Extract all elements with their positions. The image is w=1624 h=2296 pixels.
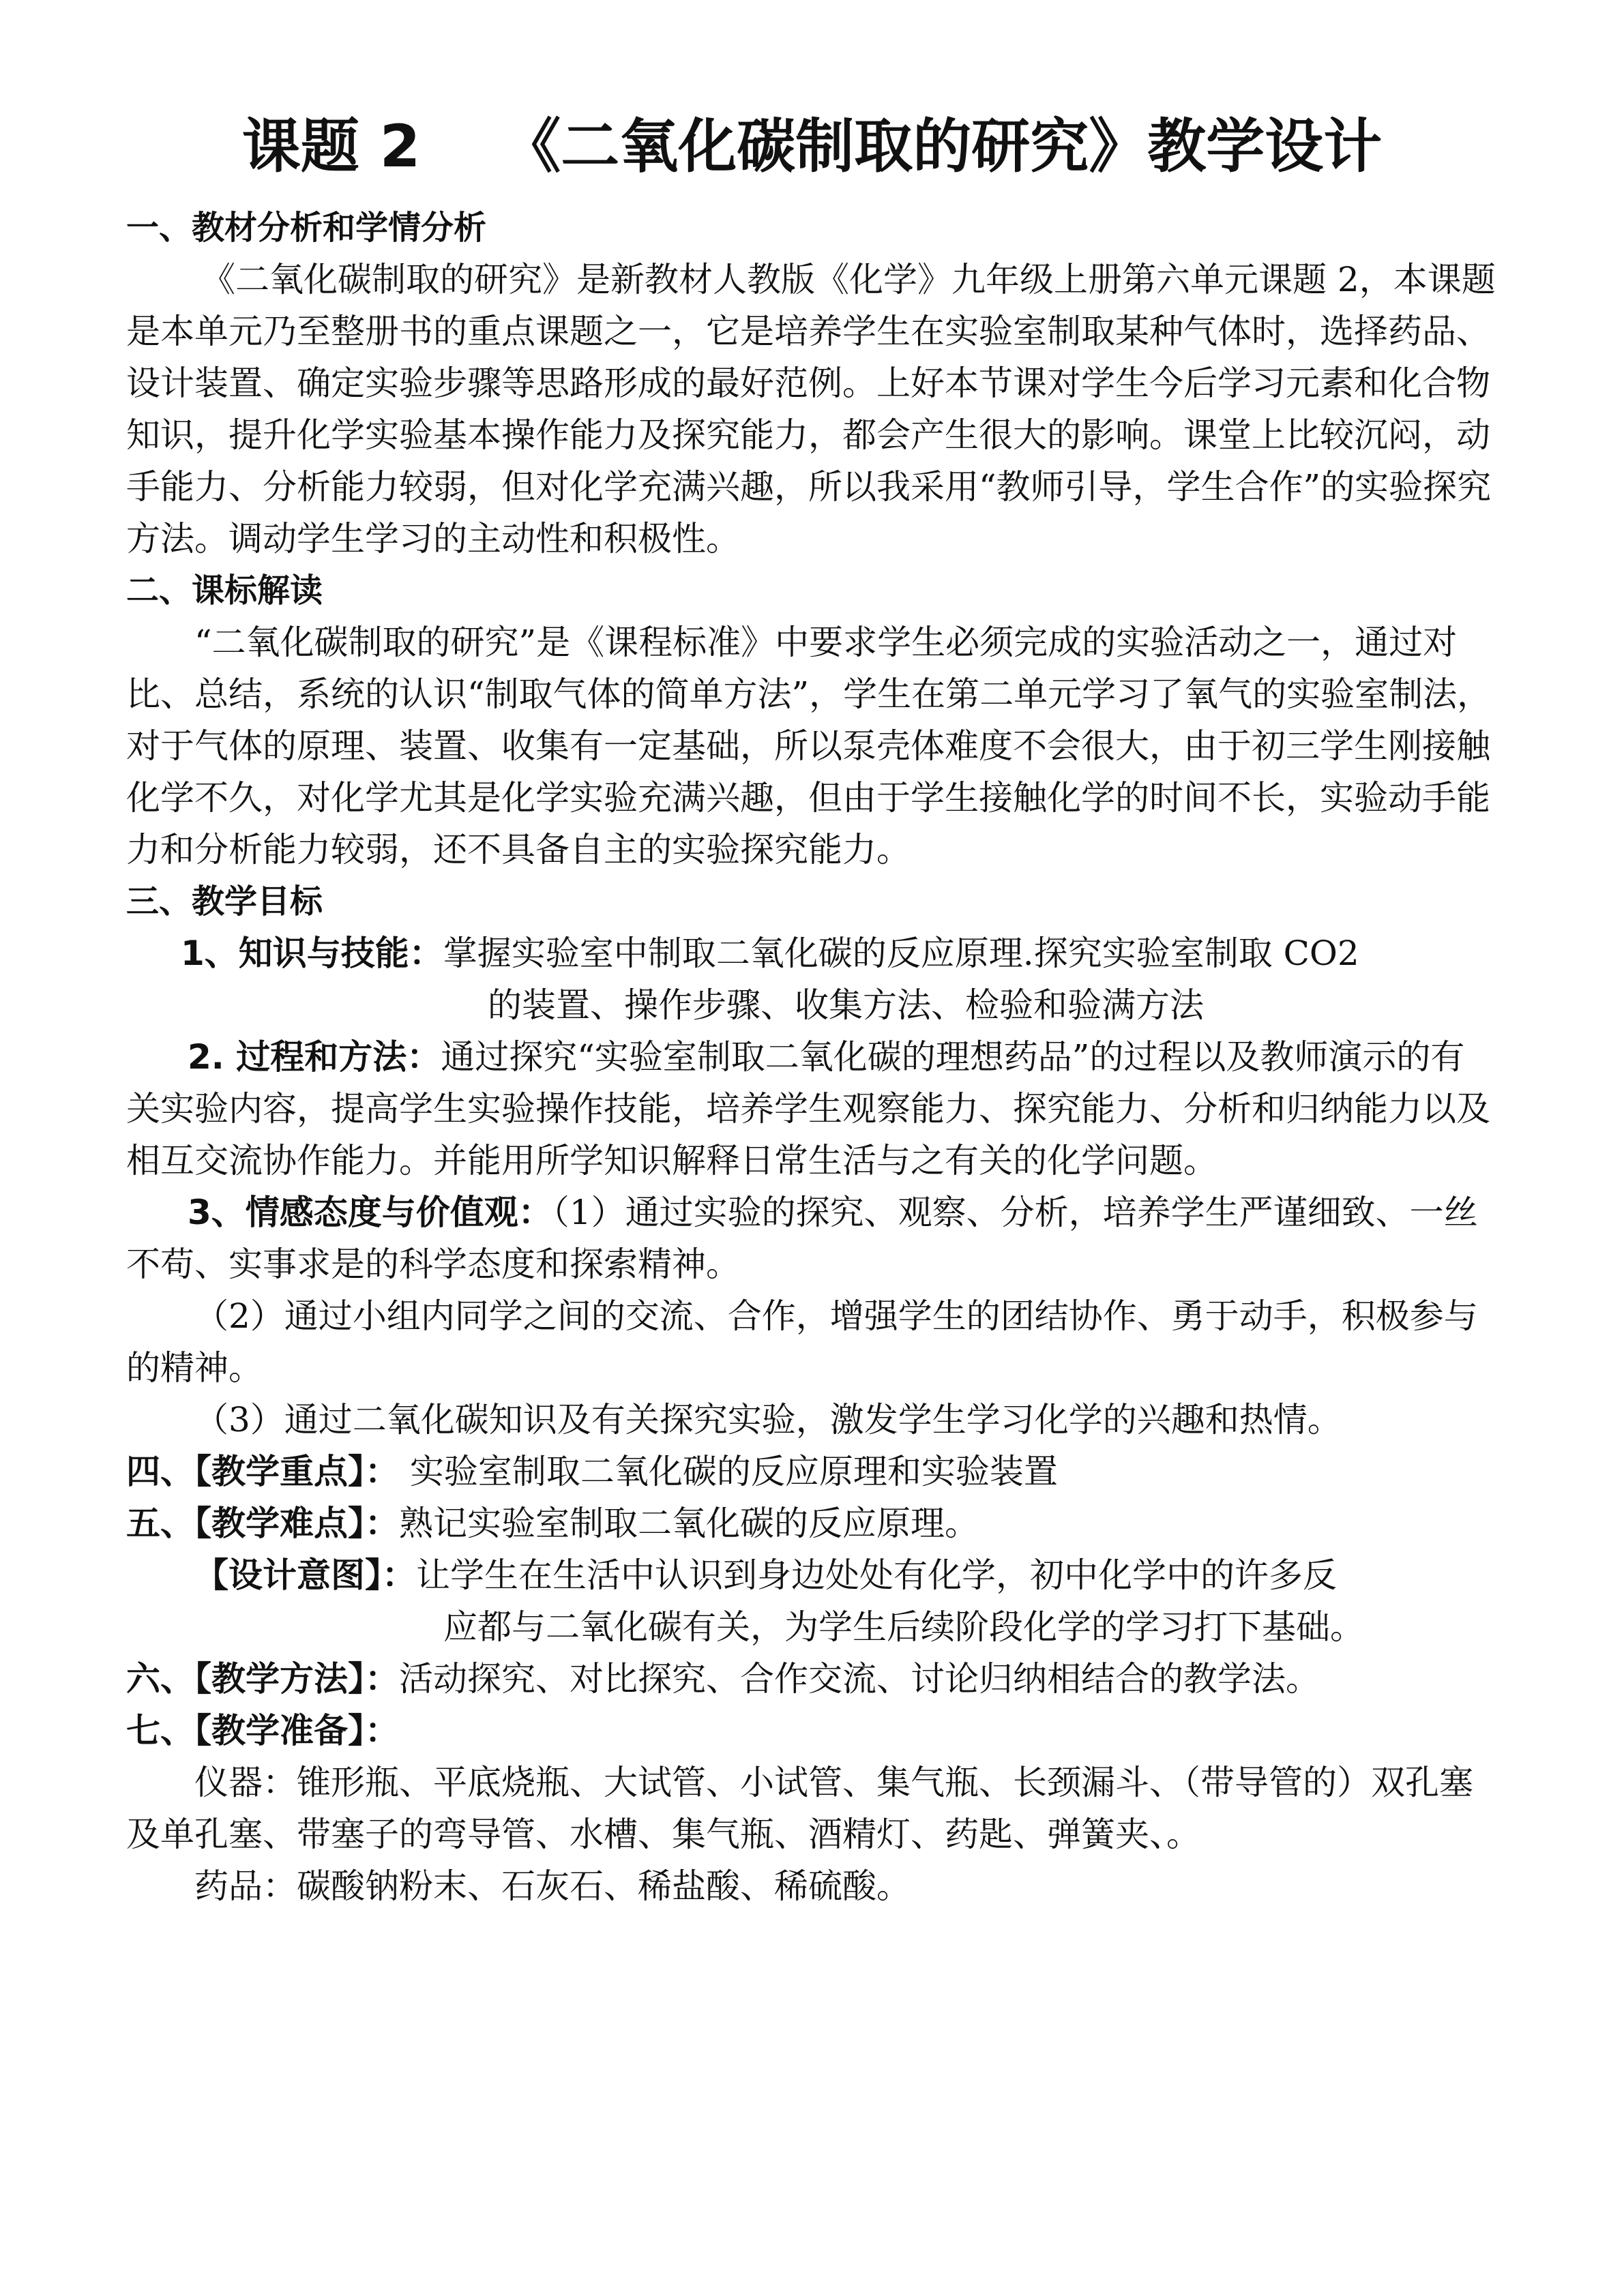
- design-intent-text1: 让学生在生活中认识到身边处处有化学，初中化学中的许多反: [416, 1555, 1337, 1595]
- goal-attitude-sub2: （2）通过小组内同学之间的交流、合作，增强学生的团结协作、勇于动手，积极参与的精神。: [126, 1296, 1478, 1388]
- textbook-analysis-paragraph: 《二氧化碳制取的研究》是新教材人教版《化学》九年级上册第六单元课题 2，本课题是本单元乃至整册书的重点课题之一，它是培养学生在实验室制取某种气体时，选择药品、设计装置、确定实验步骤等思路形成的最好范例。上好本节课对学生今后学习元素和化合物知识，提升化学实验基本操作能力及探究能力，都会产生很大的影响。课堂上比较沉闷，动手能力、分析能力较弱，但对化学充满兴趣，所以我采用“教师引导，学生合作”的实验探究方法。调动学生学习的主动性和积极性。: [126, 260, 1496, 558]
- difficult-points-text: 熟记实验室制取二氧化碳的反应原理。: [399, 1504, 979, 1543]
- reagents-list: 药品：碳酸钠粉末、石灰石、稀盐酸、稀硫酸。: [194, 1866, 911, 1906]
- teaching-preparation-label: 七、【教学准备】：: [126, 1711, 399, 1750]
- design-intent-line2: 应都与二氧化碳有关，为学生后续阶段化学的学习打下基础。: [443, 1607, 1364, 1647]
- goal-process-label: 2. 过程和方法：: [188, 1037, 441, 1077]
- goal-knowledge-text1: 掌握实验室中制取二氧化碳的反应原理.探究实验室制取 CO2: [443, 934, 1359, 973]
- teaching-methods-label: 六、【教学方法】：: [126, 1659, 399, 1699]
- section-heading-teaching-goals: 三、教学目标: [126, 882, 323, 921]
- instruments-list: 仪器：锥形瓶、平底烧瓶、大试管、小试管、集气瓶、长颈漏斗、（带导管的）双孔塞及单孔塞、带塞子的弯导管、水槽、集气瓶、酒精灯、药匙、弹簧夹、。: [126, 1763, 1473, 1854]
- goal-attitude-text: （1）通过实验的探究、观察、分析，培养学生严谨细致、一丝不苟、实事求是的科学态度和探索精神。: [126, 1193, 1478, 1284]
- document-title: 课题 2 《二氧化碳制取的研究》教学设计: [241, 113, 1383, 181]
- section-heading-textbook-analysis: 一、教材分析和学情分析: [126, 209, 487, 247]
- document-body: [126, 202, 1497, 1912]
- teaching-methods-text: 活动探究、对比探究、合作交流、讨论归纳相结合的教学法。: [399, 1659, 1320, 1699]
- goal-knowledge-label: 1、知识与技能：: [181, 934, 443, 973]
- design-intent-line1: [194, 1549, 1497, 1601]
- teaching-methods: [126, 1653, 1497, 1705]
- key-points-label: 四、【教学重点】：: [126, 1452, 399, 1491]
- difficult-points-label: 五、【教学难点】：: [126, 1504, 399, 1543]
- goal-process-method: [126, 1031, 1497, 1187]
- goal-attitude-sub3: （3）通过二氧化碳知识及有关探究实验，激发学生学习化学的兴趣和热情。: [194, 1400, 1342, 1440]
- section-heading-curriculum: 二、课标解读: [126, 571, 323, 610]
- key-points-text: 实验室制取二氧化碳的反应原理和实验装置: [399, 1452, 1058, 1491]
- goal-knowledge-line2: 的装置、操作步骤、收集方法、检验和验满方法: [488, 985, 1204, 1025]
- goal-process-text: 通过探究“实验室制取二氧化碳的理想药品”的过程以及教师演示的有关实验内容，提高学生实验操作技能，培养学生观察能力、探究能力、分析和归纳能力以及相互交流协作能力。并能用所学知识解释日常生活与之有关的化学问题。: [126, 1037, 1490, 1180]
- curriculum-paragraph: “二氧化碳制取的研究”是《课程标准》中要求学生必须完成的实验活动之一，通过对比、总结，系统的认识“制取气体的简单方法”，学生在第二单元学习了氧气的实验室制法，对于气体的原理、装置、收集有一定基础，所以泵壳体难度不会很大，由于初三学生刚接触化学不久，对化学尤其是化学实验充满兴趣，但由于学生接触化学的时间不长，实验动手能力和分析能力较弱，还不具备自主的实验探究能力。: [126, 623, 1492, 869]
- difficult-points: [126, 1497, 1497, 1549]
- design-intent-label: 【设计意图】：: [194, 1555, 416, 1595]
- goal-attitude-values: [126, 1187, 1497, 1290]
- goal-attitude-label: 3、情感态度与价值观：: [188, 1193, 552, 1232]
- design-intent: [126, 1549, 1497, 1653]
- goal-knowledge-skills: [126, 927, 1497, 1031]
- key-points: [126, 1446, 1497, 1497]
- goal-knowledge-line1: [181, 927, 1497, 979]
